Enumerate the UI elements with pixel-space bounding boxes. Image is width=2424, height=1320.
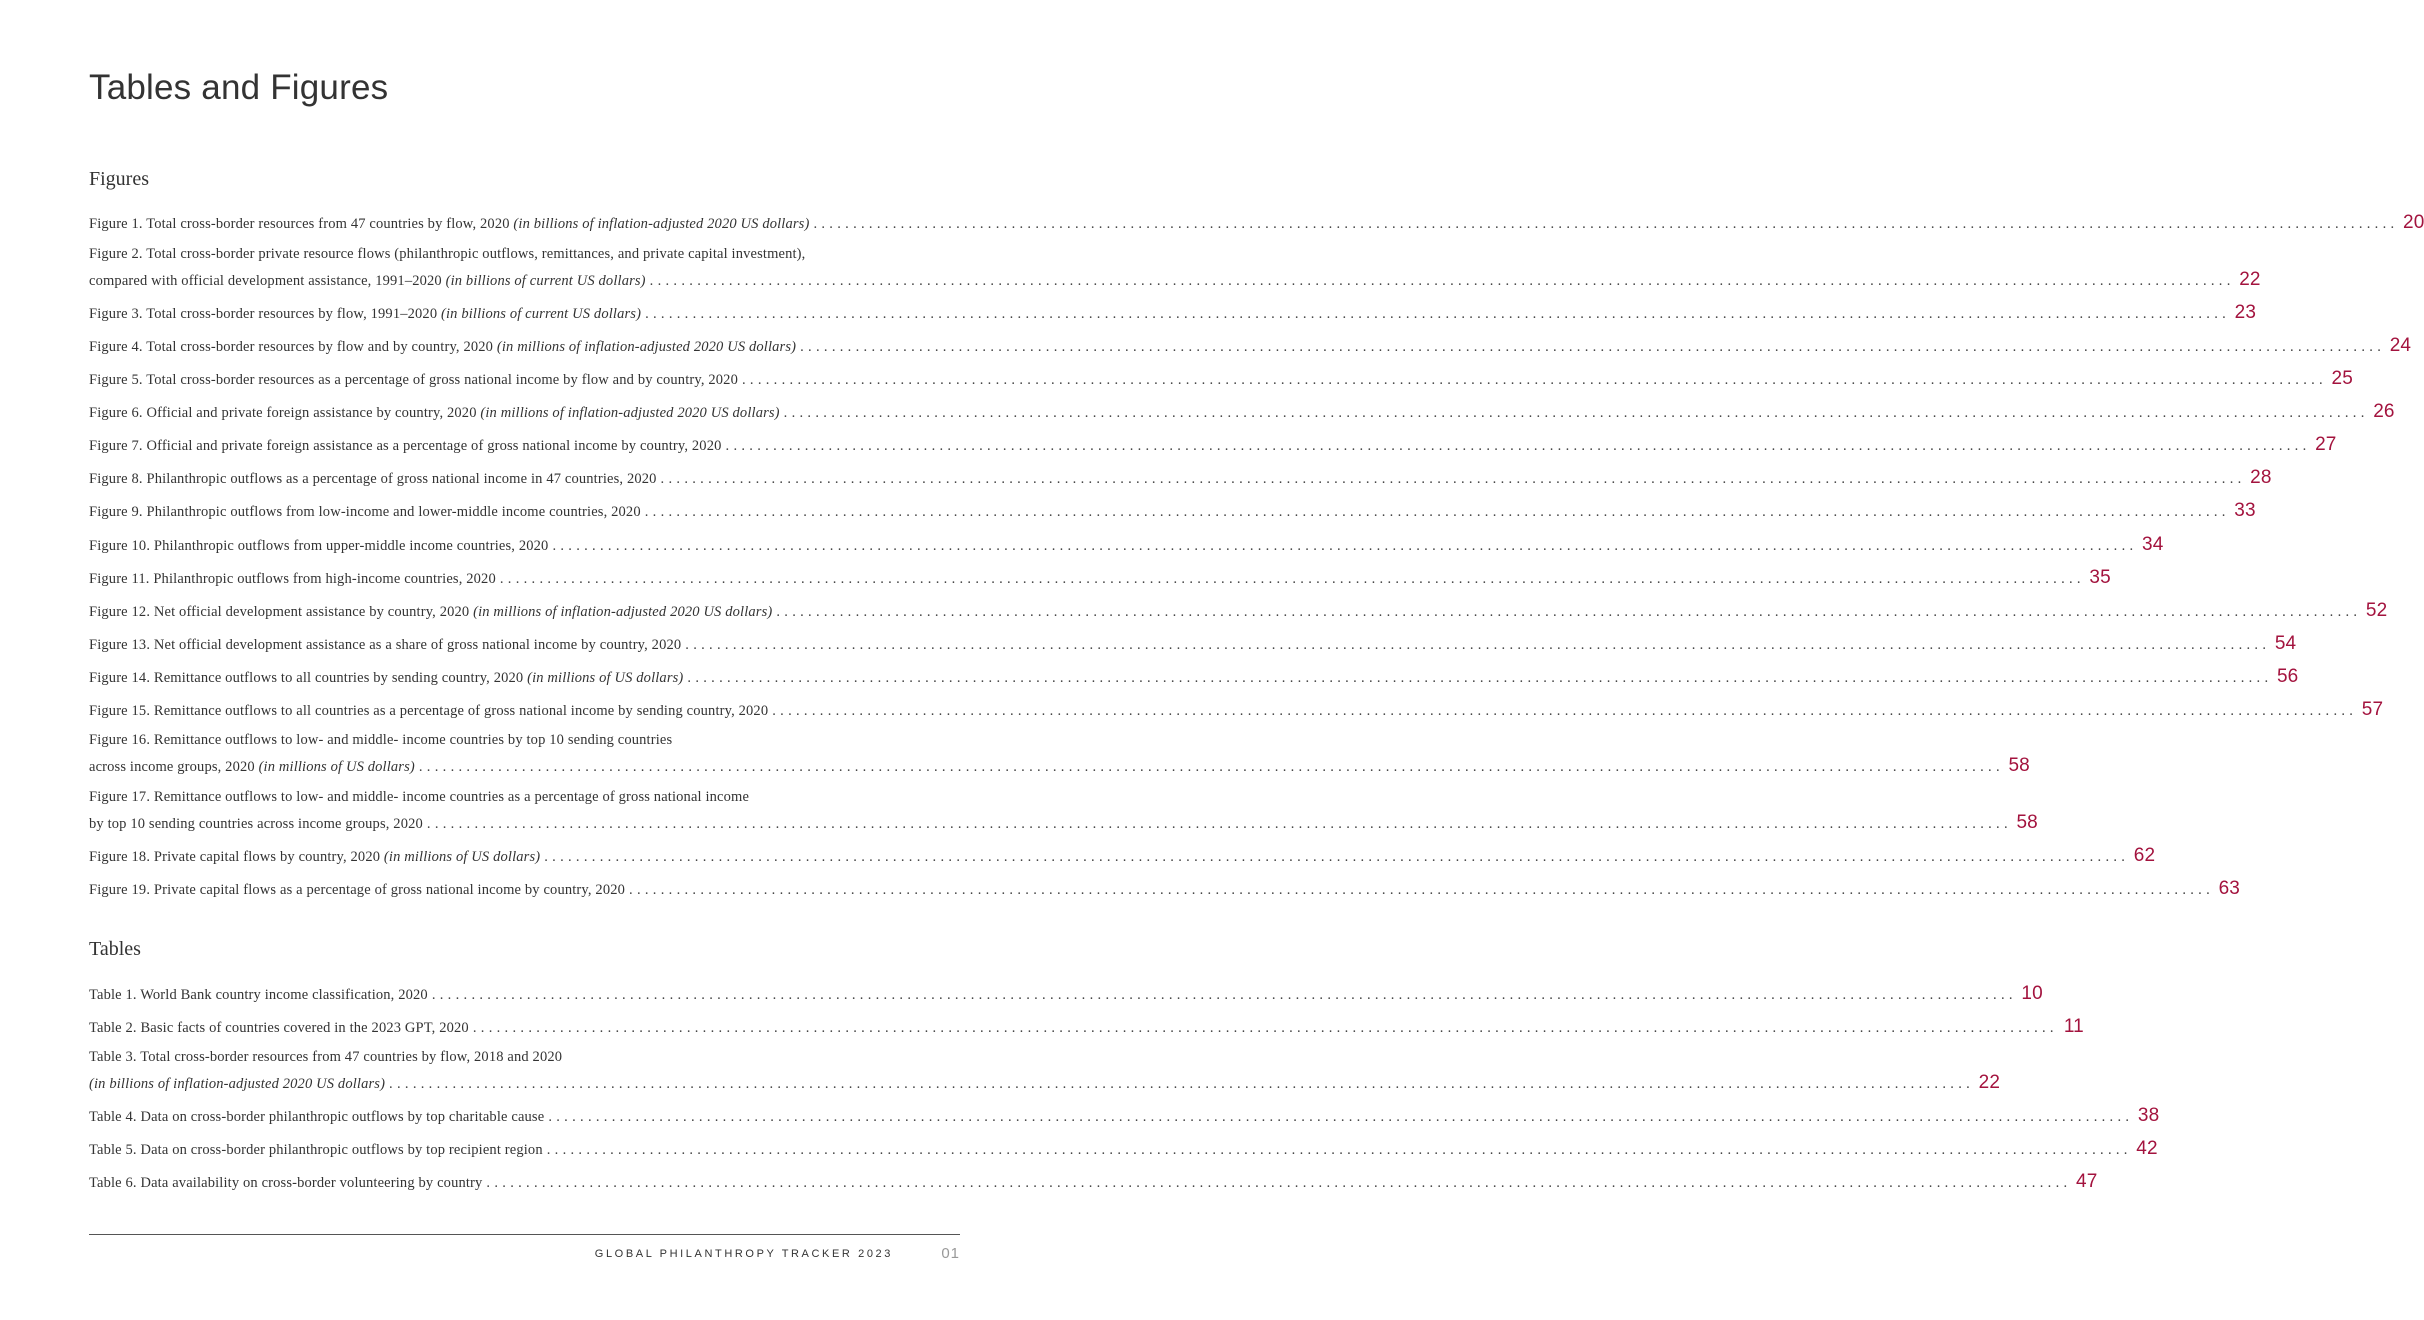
entry-title bbox=[89, 538, 548, 555]
tables-heading: Tables bbox=[89, 938, 141, 960]
dot-leader: ........................................................................................................................................................................................................ bbox=[776, 604, 2362, 620]
entry-text: Figure 19. Private capital flows as a percentage of gross national income by country, 2020 bbox=[89, 882, 626, 898]
tables-entry[interactable] bbox=[89, 983, 2043, 1006]
page-number[interactable]: 52 bbox=[2365, 600, 2388, 621]
entry-title-line: Table 3. Total cross-border resources from 47 countries by flow, 2018 and 2020 bbox=[89, 1049, 563, 1065]
entry-text: Figure 5. Total cross-border resources as a percentage of gross national income by flow and by country, 2020 bbox=[89, 372, 738, 388]
entry-title bbox=[89, 670, 683, 687]
entry-title bbox=[89, 1076, 385, 1093]
entry-text: Figure 14. Remittance outflows to all countries by sending country, 2020 bbox=[89, 670, 528, 686]
dot-leader: ........................................................................................................................................................................................................ bbox=[783, 405, 2369, 421]
dot-leader: ........................................................................................................................................................................................................ bbox=[741, 372, 2327, 388]
page-number[interactable]: 58 bbox=[2016, 812, 2038, 833]
dot-leader: ........................................................................................................................................................................................................ bbox=[800, 339, 2386, 355]
figures-entry[interactable] bbox=[89, 302, 2257, 325]
entry-title bbox=[89, 1109, 544, 1126]
dot-leader: ........................................................................................................................................................................................................ bbox=[725, 438, 2311, 454]
dot-leader: ........................................................................................................................................................................................................ bbox=[685, 637, 2271, 653]
figures-entry[interactable] bbox=[89, 732, 2030, 778]
dot-leader: ........................................................................................................................................................................................................ bbox=[486, 1175, 2072, 1191]
entry-text: Table 4. Data on cross-border philanthropic outflows by top charitable cause bbox=[89, 1109, 545, 1125]
entry-title bbox=[89, 405, 780, 422]
footer-divider bbox=[89, 1234, 960, 1235]
figures-entry[interactable] bbox=[89, 633, 2297, 656]
page-number[interactable]: 27 bbox=[2315, 434, 2337, 455]
entry-title bbox=[89, 1175, 482, 1192]
figures-entry[interactable] bbox=[89, 789, 2038, 835]
entry-units: (in millions of inflation-adjusted 2020 US dollars) bbox=[496, 339, 797, 355]
entry-text: compared with official development assistance, 1991–2020 bbox=[89, 273, 446, 289]
tables-entry[interactable] bbox=[89, 1105, 2160, 1128]
entry-title bbox=[89, 987, 428, 1004]
page-number[interactable]: 35 bbox=[2089, 567, 2111, 588]
dot-leader: ........................................................................................................................................................................................................ bbox=[418, 759, 2004, 775]
page-number[interactable]: 33 bbox=[2234, 500, 2256, 521]
page-number[interactable]: 28 bbox=[2250, 467, 2272, 488]
entry-title bbox=[89, 1142, 543, 1159]
page-number[interactable]: 56 bbox=[2276, 666, 2299, 687]
dot-leader: ........................................................................................................................................................................................................ bbox=[552, 538, 2138, 554]
entry-title bbox=[89, 471, 657, 488]
entry-units: (in billions of current US dollars) bbox=[445, 273, 646, 289]
entry-text: Figure 1. Total cross-border resources from 47 countries by flow, 2020 bbox=[89, 216, 514, 232]
figures-entry[interactable] bbox=[89, 212, 2424, 235]
entry-title bbox=[89, 759, 415, 776]
figures-entry[interactable] bbox=[89, 878, 2241, 901]
entry-text: by top 10 sending countries across income groups, 2020 bbox=[89, 816, 423, 832]
dot-leader: ........................................................................................................................................................................................................ bbox=[645, 306, 2231, 322]
dot-leader: ........................................................................................................................................................................................................ bbox=[431, 987, 2017, 1003]
entry-title-line: Figure 17. Remittance outflows to low- and middle- income countries as a percentage of gross national income bbox=[89, 789, 750, 805]
entry-title bbox=[89, 372, 738, 389]
figures-entry[interactable] bbox=[89, 534, 2164, 557]
entry-title bbox=[89, 1020, 469, 1037]
entry-text: Figure 18. Private capital flows by country, 2020 bbox=[89, 849, 384, 865]
page-number[interactable]: 62 bbox=[2133, 845, 2156, 866]
entry-text: Table 5. Data on cross-border philanthropic outflows by top recipient region bbox=[89, 1142, 543, 1158]
page-number[interactable]: 23 bbox=[2234, 302, 2257, 323]
entry-units: (in billions of inflation-adjusted 2020 US dollars) bbox=[89, 1076, 386, 1092]
page-number[interactable]: 22 bbox=[1978, 1072, 2001, 1093]
page-title: Tables and Figures bbox=[89, 68, 389, 107]
tables-entry[interactable] bbox=[89, 1171, 2098, 1194]
page-number[interactable]: 38 bbox=[2137, 1105, 2160, 1126]
footer-publication: GLOBAL PHILANTHROPY TRACKER 2023 bbox=[594, 1248, 893, 1260]
page-number[interactable]: 22 bbox=[2239, 269, 2261, 290]
entry-title bbox=[89, 571, 496, 588]
entry-title bbox=[89, 339, 796, 356]
figures-entry[interactable] bbox=[89, 567, 2111, 590]
dot-leader: ........................................................................................................................................................................................................ bbox=[660, 471, 2246, 487]
tables-entry[interactable] bbox=[89, 1016, 2084, 1039]
entry-units: (in millions of US dollars) bbox=[383, 849, 541, 865]
dot-leader: ........................................................................................................................................................................................................ bbox=[426, 816, 2012, 832]
entry-units: (in billions of current US dollars) bbox=[441, 306, 642, 322]
figures-entry[interactable] bbox=[89, 401, 2395, 424]
entry-text: Figure 12. Net official development assistance by country, 2020 bbox=[89, 604, 474, 620]
entry-units: (in millions of US dollars) bbox=[258, 759, 415, 775]
page-number[interactable]: 47 bbox=[2075, 1171, 2098, 1192]
entry-text: Table 6. Data availability on cross-border volunteering by country bbox=[89, 1175, 483, 1191]
entry-units: (in millions of inflation-adjusted 2020 US dollars) bbox=[473, 604, 773, 620]
entry-text: Figure 3. Total cross-border resources by flow, 1991–2020 bbox=[89, 306, 441, 322]
entry-title bbox=[89, 637, 681, 654]
entry-units: (in millions of inflation-adjusted 2020 US dollars) bbox=[480, 405, 780, 421]
page-number[interactable]: 54 bbox=[2274, 633, 2297, 654]
entry-title bbox=[89, 438, 722, 455]
entry-text: Figure 13. Net official development assistance as a share of gross national income by country, 2020 bbox=[89, 637, 682, 653]
entry-text: Figure 15. Remittance outflows to all countries as a percentage of gross national income by sending country, 2020 bbox=[89, 703, 769, 719]
page-number[interactable]: 25 bbox=[2331, 368, 2353, 389]
entry-title bbox=[89, 273, 646, 290]
entry-title-line: Figure 16. Remittance outflows to low- and middle- income countries by top 10 sending countries bbox=[89, 732, 673, 748]
figures-entry[interactable] bbox=[89, 699, 2384, 722]
footer-page-number: 01 bbox=[941, 1245, 960, 1262]
entry-text: Figure 11. Philanthropic outflows from high-income countries, 2020 bbox=[89, 571, 496, 587]
tables-entry[interactable] bbox=[89, 1138, 2158, 1161]
entry-title bbox=[89, 816, 423, 833]
entry-text: Figure 8. Philanthropic outflows as a percentage of gross national income in 47 countries, 2020 bbox=[89, 471, 657, 487]
dot-leader: ........................................................................................................................................................................................................ bbox=[629, 882, 2215, 898]
page-number[interactable]: 42 bbox=[2136, 1138, 2158, 1159]
entry-title bbox=[89, 703, 768, 720]
dot-leader: ........................................................................................................................................................................................................ bbox=[813, 216, 2399, 232]
entry-text: Figure 9. Philanthropic outflows from low-income and lower-middle income countries, 2020 bbox=[89, 504, 641, 520]
figures-entry[interactable] bbox=[89, 600, 2388, 623]
entry-text: Table 1. World Bank country income classification, 2020 bbox=[89, 987, 428, 1003]
entry-title bbox=[89, 504, 641, 521]
entry-text: Table 2. Basic facts of countries covered in the 2023 GPT, 2020 bbox=[89, 1020, 469, 1036]
page-number[interactable]: 58 bbox=[2008, 755, 2030, 776]
dot-leader: ........................................................................................................................................................................................................ bbox=[546, 1142, 2132, 1158]
dot-leader: ........................................................................................................................................................................................................ bbox=[644, 504, 2230, 520]
entry-title bbox=[89, 306, 641, 323]
page-number[interactable]: 34 bbox=[2142, 534, 2164, 555]
dot-leader: ........................................................................................................................................................................................................ bbox=[649, 273, 2235, 289]
dot-leader: ........................................................................................................................................................................................................ bbox=[687, 670, 2273, 686]
figures-heading: Figures bbox=[89, 168, 149, 190]
page-number[interactable]: 20 bbox=[2403, 212, 2424, 233]
entry-text: across income groups, 2020 bbox=[89, 759, 259, 775]
entry-text: Figure 7. Official and private foreign assistance as a percentage of gross national income by country, 2020 bbox=[89, 438, 722, 454]
entry-title bbox=[89, 604, 772, 621]
tables-entry[interactable] bbox=[89, 1049, 2001, 1095]
page-number[interactable]: 63 bbox=[2218, 878, 2241, 899]
dot-leader: ........................................................................................................................................................................................................ bbox=[389, 1076, 1975, 1092]
page-number[interactable]: 57 bbox=[2361, 699, 2384, 720]
entry-title bbox=[89, 882, 625, 899]
dot-leader: ........................................................................................................................................................................................................ bbox=[544, 849, 2130, 865]
dot-leader: ........................................................................................................................................................................................................ bbox=[472, 1020, 2058, 1036]
figures-entry[interactable] bbox=[89, 246, 2261, 292]
entry-title bbox=[89, 849, 540, 866]
dot-leader: ........................................................................................................................................................................................................ bbox=[772, 703, 2358, 719]
figures-entry[interactable] bbox=[89, 500, 2256, 523]
entry-text: Figure 10. Philanthropic outflows from upper-middle income countries, 2020 bbox=[89, 538, 549, 554]
entry-title bbox=[89, 216, 809, 233]
figures-entry[interactable] bbox=[89, 467, 2272, 490]
figures-entry[interactable] bbox=[89, 434, 2337, 457]
page-number[interactable]: 24 bbox=[2389, 335, 2412, 356]
dot-leader: ........................................................................................................................................................................................................ bbox=[499, 571, 2085, 587]
entry-text: Figure 6. Official and private foreign assistance by country, 2020 bbox=[89, 405, 481, 421]
entry-title-line: Figure 2. Total cross-border private resource flows (philanthropic outflows, remittances, and private capital investment), bbox=[89, 246, 806, 262]
figures-entry[interactable] bbox=[89, 845, 2156, 868]
figures-entry[interactable] bbox=[89, 368, 2353, 391]
entry-text: Figure 4. Total cross-border resources by flow and by country, 2020 bbox=[89, 339, 497, 355]
page-number[interactable]: 11 bbox=[2063, 1016, 2084, 1037]
page-number[interactable]: 26 bbox=[2373, 401, 2395, 422]
figures-entry[interactable] bbox=[89, 335, 2412, 358]
entry-units: (in millions of US dollars) bbox=[527, 670, 684, 686]
dot-leader: ........................................................................................................................................................................................................ bbox=[548, 1109, 2134, 1125]
figures-entry[interactable] bbox=[89, 666, 2299, 689]
entry-units: (in billions of inflation-adjusted 2020 US dollars) bbox=[513, 216, 810, 232]
page-number[interactable]: 10 bbox=[2021, 983, 2043, 1004]
